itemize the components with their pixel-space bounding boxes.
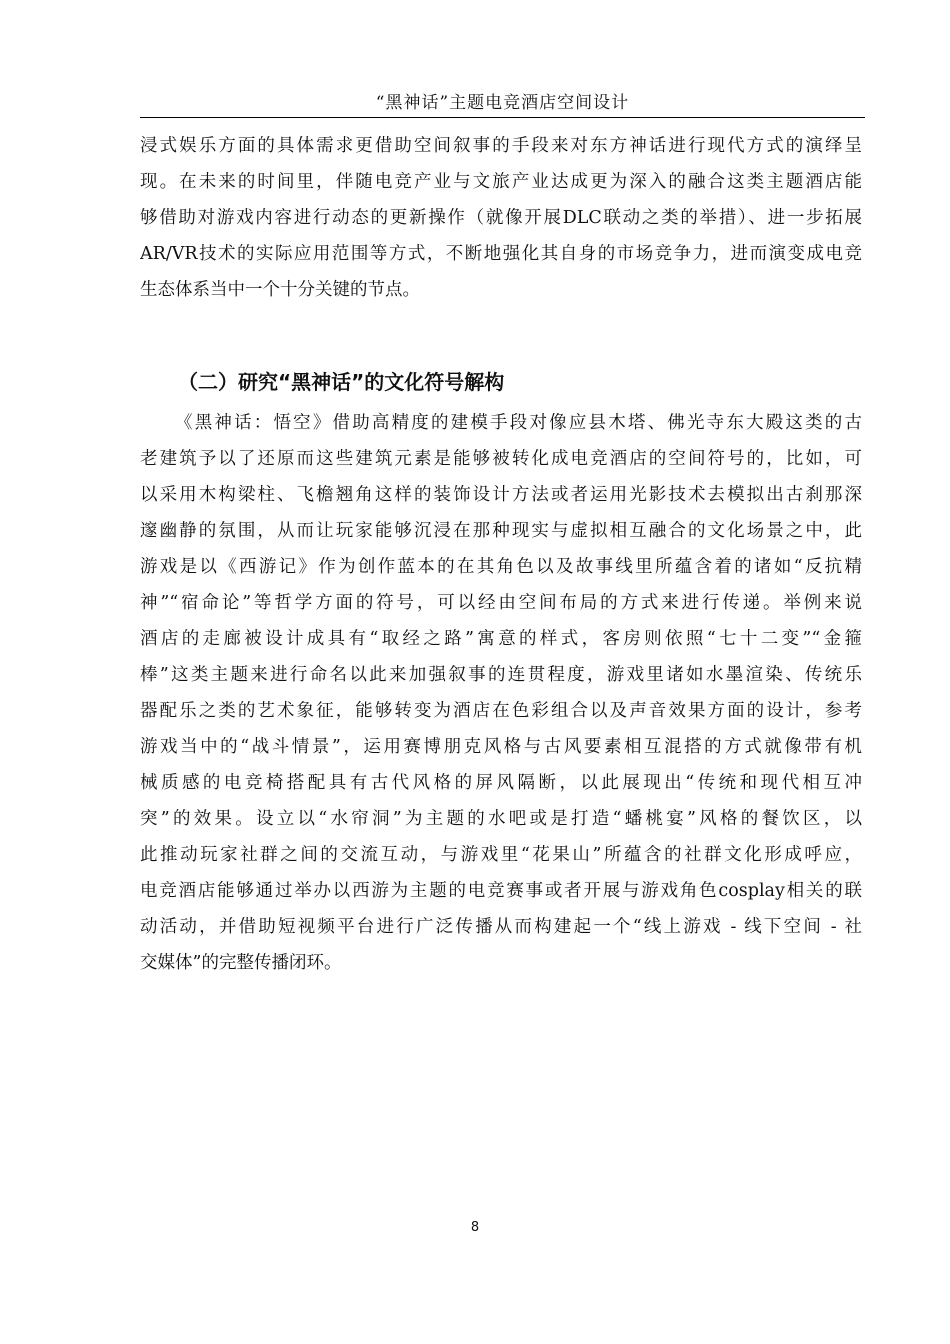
page-number: 8 — [470, 1220, 480, 1235]
paragraph-line: 游戏当中的“战斗情景”，运用赛博朋克风格与古风要素相互混搭的方式就像带有机 — [140, 737, 862, 757]
paragraph-line: 邃幽静的氛围，从而让玩家能够沉浸在那种现实与虚拟相互融合的文化场景之中，此 — [140, 521, 862, 541]
paragraph-line: 老建筑予以了还原而这些建筑元素是能够被转化成电竞酒店的空间符号的，比如，可 — [140, 449, 862, 469]
paragraph-line: 酒店的走廊被设计成具有“取经之路”寓意的样式，客房则依照“七十二变”“金箍 — [140, 629, 862, 649]
paragraph-line: 突”的效果。设立以“水帘洞”为主题的水吧或是打造“蟠桃宴”风格的餐饮区，以 — [140, 809, 862, 829]
paragraph-line: 生态体系当中一个十分关键的节点。 — [140, 280, 420, 300]
paragraph-line: 器配乐之类的艺术象征，能够转变为酒店在色彩组合以及声音效果方面的设计，参考 — [140, 701, 862, 721]
paragraph-line: 现。在未来的时间里，伴随电竞产业与文旅产业达成更为深入的融合这类主题酒店能 — [140, 172, 862, 192]
paragraph-line: 《黑神话：悟空》借助高精度的建模手段对像应县木塔、佛光寺东大殿这类的古 — [175, 413, 862, 433]
header-rule — [140, 117, 865, 118]
paragraph-line: AR/VR技术的实际应用范围等方式，不断地强化其自身的市场竞争力，进而演变成电竞 — [140, 244, 862, 264]
paragraph-cultural-symbols — [140, 405, 862, 981]
paragraph-line: 以采用木构梁柱、飞檐翘角这样的装饰设计方法或者运用光影技术去模拟出古刹那深 — [140, 485, 862, 505]
paragraph-line: 够借助对游戏内容进行动态的更新操作（就像开展DLC联动之类的举措）、进一步拓展 — [140, 208, 862, 228]
paragraph-line: 棒”这类主题来进行命名以此来加强叙事的连贯程度，游戏里诸如水墨渲染、传统乐 — [140, 665, 862, 685]
paragraph-line: 神”“宿命论”等哲学方面的符号，可以经由空间布局的方式来进行传递。举例来说 — [140, 593, 862, 613]
paragraph-line: 动活动，并借助短视频平台进行广泛传播从而构建起一个“线上游戏 - 线下空间 - 社 — [140, 917, 862, 937]
paragraph-line: 此推动玩家社群之间的交流互动，与游戏里“花果山”所蕴含的社群文化形成呼应， — [140, 845, 862, 865]
paragraph-continuation — [140, 128, 862, 308]
paragraph-line: 械质感的电竞椅搭配具有古代风格的屏风隔断，以此展现出“传统和现代相互冲 — [140, 773, 862, 793]
running-header-title: “黑神话”主题电竞酒店空间设计 — [375, 93, 630, 113]
paragraph-line: 电竞酒店能够通过举办以西游为主题的电竞赛事或者开展与游戏角色cosplay相关的联 — [140, 881, 862, 901]
paragraph-line: 交媒体”的完整传播闭环。 — [140, 953, 342, 973]
paragraph-line: 浸式娱乐方面的具体需求更借助空间叙事的手段来对东方神话进行现代方式的演绎呈 — [140, 136, 862, 156]
paragraph-line: 游戏是以《西游记》作为创作蓝本的在其角色以及故事线里所蕴含着的诸如“反抗精 — [140, 557, 862, 577]
section-heading: （二）研究“黑神话”的文化符号解构 — [178, 370, 505, 394]
